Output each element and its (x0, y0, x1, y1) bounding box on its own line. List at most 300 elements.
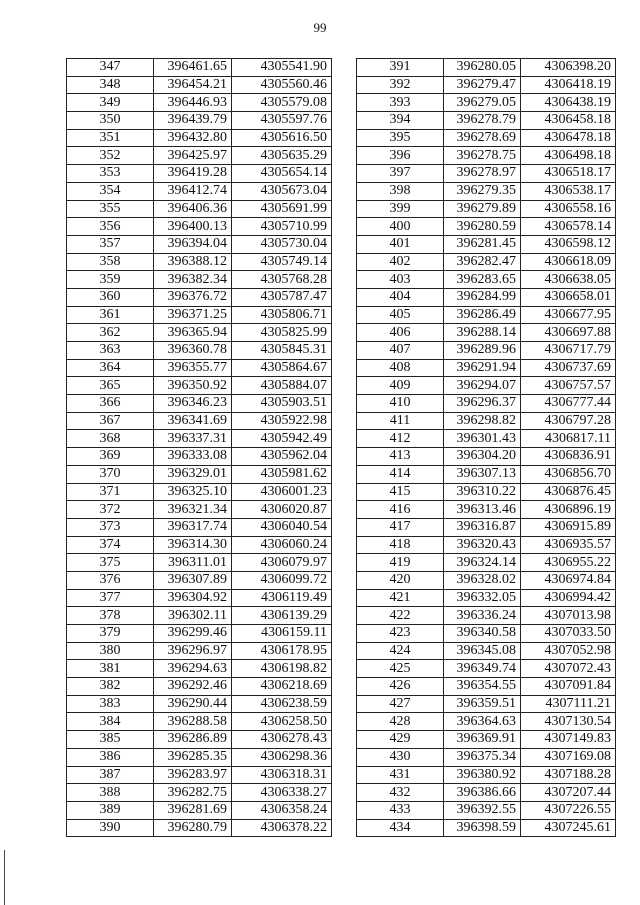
x-coordinate-cell: 396317.74 (154, 518, 232, 536)
y-coordinate-cell: 4306777.44 (521, 395, 616, 413)
table-row (357, 713, 616, 731)
x-coordinate-cell: 396316.87 (444, 518, 521, 536)
x-coordinate-cell: 396329.01 (154, 465, 232, 483)
y-coordinate-cell: 4306020.87 (232, 501, 332, 519)
point-number-cell: 357 (67, 235, 154, 253)
point-number-cell: 422 (357, 607, 444, 625)
y-coordinate-cell: 4306438.19 (521, 94, 616, 112)
y-coordinate-cell: 4305864.67 (232, 359, 332, 377)
y-coordinate-cell: 4305730.04 (232, 235, 332, 253)
x-coordinate-cell: 396283.65 (444, 271, 521, 289)
x-coordinate-cell: 396375.34 (444, 748, 521, 766)
table-row (357, 306, 616, 324)
x-coordinate-cell: 396349.74 (444, 660, 521, 678)
page-number: 99 (313, 20, 327, 35)
table-row (67, 182, 332, 200)
x-coordinate-cell: 396333.08 (154, 448, 232, 466)
table-row (67, 554, 332, 572)
table-row (357, 766, 616, 784)
point-number-cell: 433 (357, 801, 444, 819)
point-number-cell: 382 (67, 678, 154, 696)
table-row (357, 660, 616, 678)
y-coordinate-cell: 4306677.95 (521, 306, 616, 324)
point-number-cell: 375 (67, 554, 154, 572)
table-row (357, 218, 616, 236)
point-number-cell: 410 (357, 395, 444, 413)
y-coordinate-cell: 4306856.70 (521, 465, 616, 483)
table-row (67, 465, 332, 483)
x-coordinate-cell: 396325.10 (154, 483, 232, 501)
table-row (67, 731, 332, 749)
y-coordinate-cell: 4306099.72 (232, 571, 332, 589)
table-row (357, 377, 616, 395)
point-number-cell: 353 (67, 165, 154, 183)
point-number-cell: 361 (67, 306, 154, 324)
table-row (357, 147, 616, 165)
page-edge-line (4, 850, 5, 905)
x-coordinate-cell: 396324.14 (444, 554, 521, 572)
y-coordinate-cell: 4307111.21 (521, 695, 616, 713)
table-row (67, 819, 332, 837)
table-row (67, 147, 332, 165)
point-number-cell: 377 (67, 589, 154, 607)
y-coordinate-cell: 4305654.14 (232, 165, 332, 183)
table-row (357, 235, 616, 253)
point-number-cell: 423 (357, 625, 444, 643)
x-coordinate-cell: 396296.97 (154, 642, 232, 660)
table-row (357, 288, 616, 306)
table-row (67, 94, 332, 112)
table-row (67, 678, 332, 696)
table-row (67, 784, 332, 802)
table-row (357, 76, 616, 94)
point-number-cell: 434 (357, 819, 444, 837)
y-coordinate-cell: 4306458.18 (521, 112, 616, 130)
x-coordinate-cell: 396311.01 (154, 554, 232, 572)
table-row (357, 695, 616, 713)
x-coordinate-cell: 396321.34 (154, 501, 232, 519)
table-row (357, 200, 616, 218)
y-coordinate-cell: 4306757.57 (521, 377, 616, 395)
point-number-cell: 360 (67, 288, 154, 306)
point-number-cell: 404 (357, 288, 444, 306)
y-coordinate-cell: 4306278.43 (232, 731, 332, 749)
point-number-cell: 364 (67, 359, 154, 377)
y-coordinate-cell: 4306955.22 (521, 554, 616, 572)
table-row (67, 713, 332, 731)
table-row (67, 271, 332, 289)
table-row (67, 801, 332, 819)
y-coordinate-cell: 4307188.28 (521, 766, 616, 784)
x-coordinate-cell: 396289.96 (444, 342, 521, 360)
x-coordinate-cell: 396282.75 (154, 784, 232, 802)
y-coordinate-cell: 4305560.46 (232, 76, 332, 94)
point-number-cell: 430 (357, 748, 444, 766)
table-row (67, 59, 332, 77)
point-number-cell: 378 (67, 607, 154, 625)
y-coordinate-cell: 4306717.79 (521, 342, 616, 360)
point-number-cell: 373 (67, 518, 154, 536)
table-row (357, 182, 616, 200)
x-coordinate-cell: 396301.43 (444, 430, 521, 448)
y-coordinate-cell: 4306974.84 (521, 571, 616, 589)
table-row (67, 642, 332, 660)
point-number-cell: 431 (357, 766, 444, 784)
x-coordinate-cell: 396328.02 (444, 571, 521, 589)
x-coordinate-cell: 396294.07 (444, 377, 521, 395)
x-coordinate-cell: 396360.78 (154, 342, 232, 360)
table-row (67, 377, 332, 395)
x-coordinate-cell: 396279.47 (444, 76, 521, 94)
coordinates-table-right-body (357, 59, 616, 837)
point-number-cell: 420 (357, 571, 444, 589)
x-coordinate-cell: 396364.63 (444, 713, 521, 731)
y-coordinate-cell: 4306001.23 (232, 483, 332, 501)
x-coordinate-cell: 396345.08 (444, 642, 521, 660)
x-coordinate-cell: 396346.23 (154, 395, 232, 413)
point-number-cell: 372 (67, 501, 154, 519)
point-number-cell: 390 (67, 819, 154, 837)
table-row (67, 766, 332, 784)
y-coordinate-cell: 4306119.49 (232, 589, 332, 607)
point-number-cell: 421 (357, 589, 444, 607)
y-coordinate-cell: 4306518.17 (521, 165, 616, 183)
x-coordinate-cell: 396279.89 (444, 200, 521, 218)
x-coordinate-cell: 396299.46 (154, 625, 232, 643)
y-coordinate-cell: 4306378.22 (232, 819, 332, 837)
point-number-cell: 359 (67, 271, 154, 289)
point-number-cell: 419 (357, 554, 444, 572)
x-coordinate-cell: 396365.94 (154, 324, 232, 342)
table-row (67, 536, 332, 554)
coordinates-table-left (66, 58, 332, 837)
y-coordinate-cell: 4306658.01 (521, 288, 616, 306)
table-row (357, 483, 616, 501)
y-coordinate-cell: 4306896.19 (521, 501, 616, 519)
table-row (357, 518, 616, 536)
y-coordinate-cell: 4307072.43 (521, 660, 616, 678)
x-coordinate-cell: 396369.91 (444, 731, 521, 749)
y-coordinate-cell: 4305787.47 (232, 288, 332, 306)
x-coordinate-cell: 396291.94 (444, 359, 521, 377)
y-coordinate-cell: 4306538.17 (521, 182, 616, 200)
point-number-cell: 405 (357, 306, 444, 324)
x-coordinate-cell: 396307.13 (444, 465, 521, 483)
coordinates-table-right (356, 58, 616, 837)
table-row (67, 112, 332, 130)
y-coordinate-cell: 4306079.97 (232, 554, 332, 572)
table-row (67, 448, 332, 466)
y-coordinate-cell: 4305806.71 (232, 306, 332, 324)
y-coordinate-cell: 4306598.12 (521, 235, 616, 253)
table-row (357, 731, 616, 749)
x-coordinate-cell: 396278.97 (444, 165, 521, 183)
point-number-cell: 384 (67, 713, 154, 731)
x-coordinate-cell: 396286.89 (154, 731, 232, 749)
point-number-cell: 428 (357, 713, 444, 731)
x-coordinate-cell: 396283.97 (154, 766, 232, 784)
point-number-cell: 432 (357, 784, 444, 802)
point-number-cell: 394 (357, 112, 444, 130)
y-coordinate-cell: 4306737.69 (521, 359, 616, 377)
table-row (357, 271, 616, 289)
y-coordinate-cell: 4305673.04 (232, 182, 332, 200)
y-coordinate-cell: 4305616.50 (232, 129, 332, 147)
x-coordinate-cell: 396314.30 (154, 536, 232, 554)
x-coordinate-cell: 396341.69 (154, 412, 232, 430)
y-coordinate-cell: 4306218.69 (232, 678, 332, 696)
y-coordinate-cell: 4306398.20 (521, 59, 616, 77)
table-row (357, 819, 616, 837)
point-number-cell: 352 (67, 147, 154, 165)
point-number-cell: 370 (67, 465, 154, 483)
x-coordinate-cell: 396282.47 (444, 253, 521, 271)
x-coordinate-cell: 396278.69 (444, 129, 521, 147)
point-number-cell: 354 (67, 182, 154, 200)
table-row (357, 324, 616, 342)
point-number-cell: 418 (357, 536, 444, 554)
table-row (357, 748, 616, 766)
x-coordinate-cell: 396285.35 (154, 748, 232, 766)
point-number-cell: 396 (357, 147, 444, 165)
table-row (357, 129, 616, 147)
point-number-cell: 426 (357, 678, 444, 696)
x-coordinate-cell: 396281.69 (154, 801, 232, 819)
y-coordinate-cell: 4306159.11 (232, 625, 332, 643)
y-coordinate-cell: 4305635.29 (232, 147, 332, 165)
point-number-cell: 350 (67, 112, 154, 130)
y-coordinate-cell: 4306817.11 (521, 430, 616, 448)
y-coordinate-cell: 4305922.98 (232, 412, 332, 430)
y-coordinate-cell: 4306298.36 (232, 748, 332, 766)
x-coordinate-cell: 396371.25 (154, 306, 232, 324)
y-coordinate-cell: 4306060.24 (232, 536, 332, 554)
x-coordinate-cell: 396304.92 (154, 589, 232, 607)
x-coordinate-cell: 396412.74 (154, 182, 232, 200)
point-number-cell: 391 (357, 59, 444, 77)
point-number-cell: 425 (357, 660, 444, 678)
y-coordinate-cell: 4307226.55 (521, 801, 616, 819)
x-coordinate-cell: 396278.79 (444, 112, 521, 130)
x-coordinate-cell: 396320.43 (444, 536, 521, 554)
x-coordinate-cell: 396386.66 (444, 784, 521, 802)
point-number-cell: 349 (67, 94, 154, 112)
y-coordinate-cell: 4307130.54 (521, 713, 616, 731)
point-number-cell: 368 (67, 430, 154, 448)
point-number-cell: 369 (67, 448, 154, 466)
x-coordinate-cell: 396461.65 (154, 59, 232, 77)
table-row (67, 76, 332, 94)
x-coordinate-cell: 396340.58 (444, 625, 521, 643)
y-coordinate-cell: 4306418.19 (521, 76, 616, 94)
y-coordinate-cell: 4306338.27 (232, 784, 332, 802)
y-coordinate-cell: 4306876.45 (521, 483, 616, 501)
x-coordinate-cell: 396281.45 (444, 235, 521, 253)
point-number-cell: 417 (357, 518, 444, 536)
y-coordinate-cell: 4307245.61 (521, 819, 616, 837)
table-row (357, 642, 616, 660)
y-coordinate-cell: 4305845.31 (232, 342, 332, 360)
table-row (357, 448, 616, 466)
x-coordinate-cell: 396310.22 (444, 483, 521, 501)
point-number-cell: 402 (357, 253, 444, 271)
x-coordinate-cell: 396454.21 (154, 76, 232, 94)
table-row (357, 395, 616, 413)
table-row (357, 501, 616, 519)
x-coordinate-cell: 396355.77 (154, 359, 232, 377)
point-number-cell: 393 (357, 94, 444, 112)
table-row (357, 253, 616, 271)
y-coordinate-cell: 4306238.59 (232, 695, 332, 713)
point-number-cell: 427 (357, 695, 444, 713)
x-coordinate-cell: 396298.82 (444, 412, 521, 430)
table-row (67, 625, 332, 643)
y-coordinate-cell: 4306558.16 (521, 200, 616, 218)
point-number-cell: 379 (67, 625, 154, 643)
x-coordinate-cell: 396279.05 (444, 94, 521, 112)
x-coordinate-cell: 396278.75 (444, 147, 521, 165)
y-coordinate-cell: 4306478.18 (521, 129, 616, 147)
y-coordinate-cell: 4305768.28 (232, 271, 332, 289)
table-row (67, 607, 332, 625)
x-coordinate-cell: 396392.55 (444, 801, 521, 819)
x-coordinate-cell: 396382.34 (154, 271, 232, 289)
table-row (67, 200, 332, 218)
x-coordinate-cell: 396432.80 (154, 129, 232, 147)
point-number-cell: 376 (67, 571, 154, 589)
y-coordinate-cell: 4305541.90 (232, 59, 332, 77)
table-row (67, 412, 332, 430)
x-coordinate-cell: 396359.51 (444, 695, 521, 713)
point-number-cell: 415 (357, 483, 444, 501)
y-coordinate-cell: 4306358.24 (232, 801, 332, 819)
table-row (357, 165, 616, 183)
x-coordinate-cell: 396290.44 (154, 695, 232, 713)
x-coordinate-cell: 396296.37 (444, 395, 521, 413)
table-row (67, 518, 332, 536)
point-number-cell: 351 (67, 129, 154, 147)
point-number-cell: 397 (357, 165, 444, 183)
y-coordinate-cell: 4306040.54 (232, 518, 332, 536)
x-coordinate-cell: 396425.97 (154, 147, 232, 165)
table-row (67, 129, 332, 147)
y-coordinate-cell: 4306318.31 (232, 766, 332, 784)
y-coordinate-cell: 4306178.95 (232, 642, 332, 660)
table-row (357, 94, 616, 112)
table-row (67, 253, 332, 271)
x-coordinate-cell: 396280.05 (444, 59, 521, 77)
table-row (67, 235, 332, 253)
point-number-cell: 365 (67, 377, 154, 395)
point-number-cell: 363 (67, 342, 154, 360)
point-number-cell: 347 (67, 59, 154, 77)
point-number-cell: 424 (357, 642, 444, 660)
y-coordinate-cell: 4305691.99 (232, 200, 332, 218)
point-number-cell: 408 (357, 359, 444, 377)
table-row (67, 430, 332, 448)
y-coordinate-cell: 4306697.88 (521, 324, 616, 342)
table-row (357, 536, 616, 554)
point-number-cell: 416 (357, 501, 444, 519)
x-coordinate-cell: 396354.55 (444, 678, 521, 696)
x-coordinate-cell: 396288.58 (154, 713, 232, 731)
table-row (357, 59, 616, 77)
point-number-cell: 355 (67, 200, 154, 218)
y-coordinate-cell: 4307169.08 (521, 748, 616, 766)
table-row (357, 412, 616, 430)
point-number-cell: 401 (357, 235, 444, 253)
x-coordinate-cell: 396307.89 (154, 571, 232, 589)
point-number-cell: 403 (357, 271, 444, 289)
table-row (67, 501, 332, 519)
y-coordinate-cell: 4305710.99 (232, 218, 332, 236)
y-coordinate-cell: 4306638.05 (521, 271, 616, 289)
table-row (67, 306, 332, 324)
point-number-cell: 409 (357, 377, 444, 395)
y-coordinate-cell: 4306836.91 (521, 448, 616, 466)
table-row (67, 660, 332, 678)
table-row (357, 359, 616, 377)
table-row (67, 342, 332, 360)
point-number-cell: 406 (357, 324, 444, 342)
y-coordinate-cell: 4305942.49 (232, 430, 332, 448)
x-coordinate-cell: 396388.12 (154, 253, 232, 271)
y-coordinate-cell: 4305884.07 (232, 377, 332, 395)
table-row (357, 607, 616, 625)
x-coordinate-cell: 396406.36 (154, 200, 232, 218)
x-coordinate-cell: 396286.49 (444, 306, 521, 324)
y-coordinate-cell: 4307207.44 (521, 784, 616, 802)
table-row (67, 165, 332, 183)
x-coordinate-cell: 396302.11 (154, 607, 232, 625)
point-number-cell: 371 (67, 483, 154, 501)
y-coordinate-cell: 4306578.14 (521, 218, 616, 236)
table-row (67, 571, 332, 589)
point-number-cell: 383 (67, 695, 154, 713)
point-number-cell: 387 (67, 766, 154, 784)
point-number-cell: 362 (67, 324, 154, 342)
x-coordinate-cell: 396294.63 (154, 660, 232, 678)
point-number-cell: 399 (357, 200, 444, 218)
y-coordinate-cell: 4305579.08 (232, 94, 332, 112)
x-coordinate-cell: 396313.46 (444, 501, 521, 519)
point-number-cell: 348 (67, 76, 154, 94)
x-coordinate-cell: 396439.79 (154, 112, 232, 130)
table-row (357, 571, 616, 589)
table-row (67, 695, 332, 713)
point-number-cell: 388 (67, 784, 154, 802)
table-row (357, 465, 616, 483)
y-coordinate-cell: 4305749.14 (232, 253, 332, 271)
table-row (357, 430, 616, 448)
y-coordinate-cell: 4306618.09 (521, 253, 616, 271)
table-row (357, 625, 616, 643)
y-coordinate-cell: 4306498.18 (521, 147, 616, 165)
table-row (67, 218, 332, 236)
x-coordinate-cell: 396284.99 (444, 288, 521, 306)
point-number-cell: 385 (67, 731, 154, 749)
point-number-cell: 429 (357, 731, 444, 749)
table-row (67, 589, 332, 607)
table-row (357, 801, 616, 819)
x-coordinate-cell: 396292.46 (154, 678, 232, 696)
x-coordinate-cell: 396304.20 (444, 448, 521, 466)
point-number-cell: 411 (357, 412, 444, 430)
table-row (67, 395, 332, 413)
y-coordinate-cell: 4307033.50 (521, 625, 616, 643)
x-coordinate-cell: 396376.72 (154, 288, 232, 306)
y-coordinate-cell: 4305903.51 (232, 395, 332, 413)
